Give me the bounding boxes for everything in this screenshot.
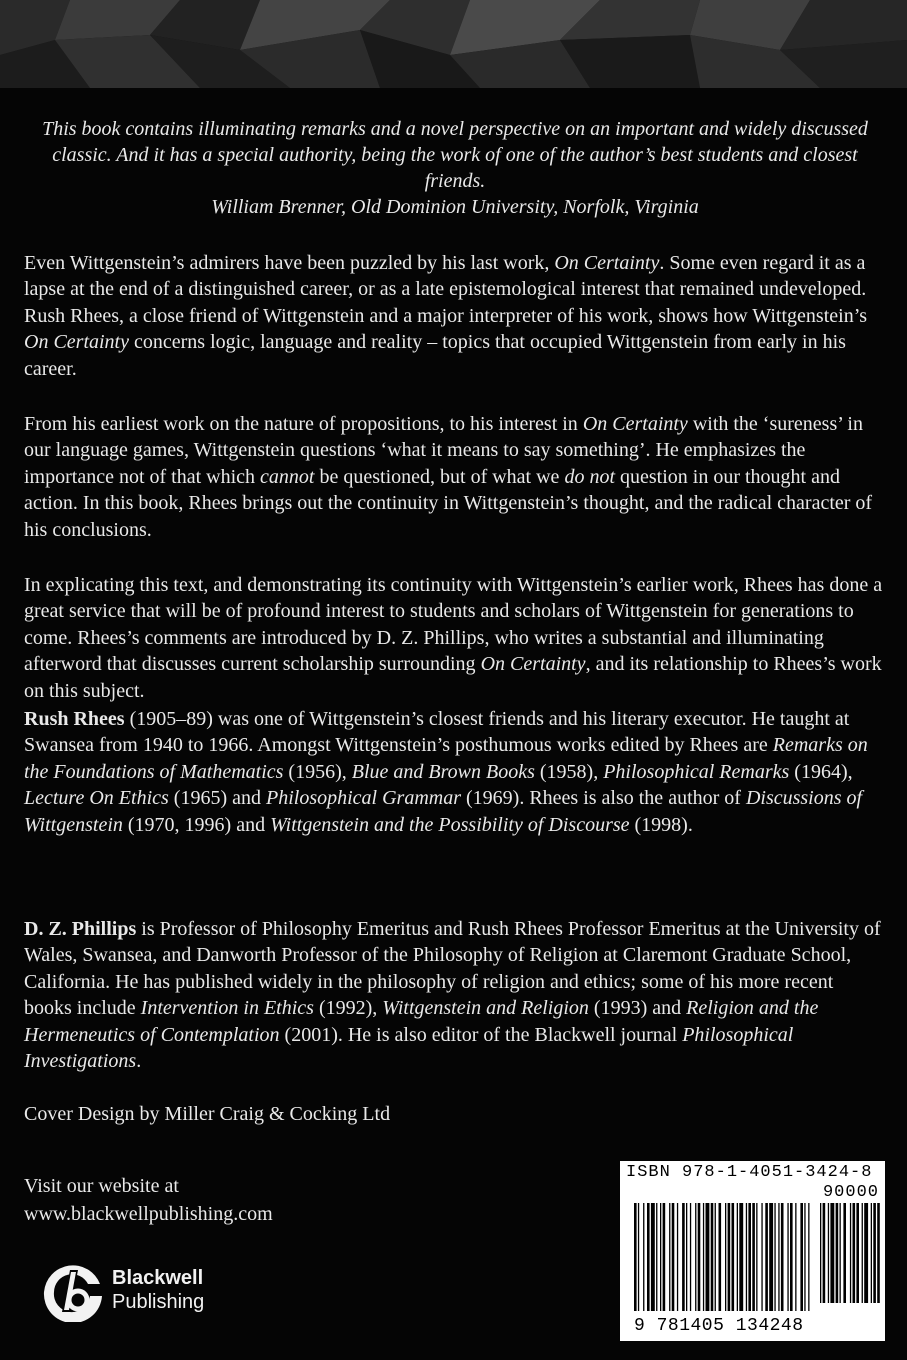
- price-addon: 90000: [822, 1183, 879, 1202]
- barcode-bar: [739, 1203, 743, 1311]
- barcode-bars: [620, 1203, 885, 1321]
- barcode-bar: [787, 1203, 788, 1311]
- isbn-barcode: [620, 1161, 885, 1341]
- barcode-bar: [800, 1203, 803, 1311]
- addon-bar: [843, 1203, 846, 1303]
- addon-bar: [871, 1203, 872, 1303]
- barcode-bar: [695, 1203, 696, 1311]
- barcode-bar: [795, 1203, 796, 1311]
- barcode-digits: 9 781405 134248: [634, 1316, 804, 1336]
- addon-bar: [823, 1203, 826, 1303]
- barcode-bar: [651, 1203, 655, 1311]
- addon-bar: [853, 1203, 856, 1303]
- barcode-bar: [719, 1203, 722, 1311]
- description-paragraph-3: In explicating this text, and demonstrating its continuity with Wittgenstein’s earlier work, Rhees has done a great service that will be of profound interest to students and scholars of Wittgenstein for generations to come. Rhees’s comments are introduced by D. Z. Phillips, who writes a substantial and illuminating afterword that discusses current scholarship surrounding On Certainty, and its relationship to Rhees’s work on this subject.: [24, 574, 883, 702]
- barcode-bar: [715, 1203, 716, 1311]
- barcode-bar: [746, 1203, 747, 1311]
- barcode-bar: [638, 1203, 639, 1311]
- quote-attribution: William Brenner, Old Dominion University, Norfolk, Virginia: [211, 196, 699, 218]
- barcode-bar: [647, 1203, 650, 1311]
- barcode-bar: [781, 1203, 784, 1311]
- barcode-bar: [748, 1203, 751, 1311]
- website-intro: Visit our website at: [24, 1175, 179, 1197]
- barcode-bar: [774, 1203, 775, 1311]
- barcode-bar: [669, 1203, 670, 1311]
- barcode-bar: [706, 1203, 710, 1311]
- barcode-bar: [634, 1203, 637, 1311]
- description-paragraph-2: From his earliest work on the nature of propositions, to his interest in On Certainty with the ‘sureness’ in our language games, Wittgenstein questions ‘what it means to say something’. He emphasizes the importance not of that which cannot be questioned, but of what we do not question in our thought and action. In this book, Rhees brings out the continuity in Wittgenstein’s thought, and the radical character of his conclusions.: [24, 413, 873, 541]
- barcode-bar: [686, 1203, 687, 1311]
- barcode-bar: [682, 1203, 685, 1311]
- barcode-bar: [737, 1203, 738, 1311]
- barcode-bar: [703, 1203, 704, 1311]
- blackwell-logo-icon: [40, 1262, 106, 1322]
- addon-bar: [840, 1203, 841, 1303]
- description-paragraph-1: Even Wittgenstein’s admirers have been puzzled by his last work, On Certainty. Some even regard it as a lapse at the end of a distinguished career, or as a late epistemological interest that remained undeveloped. Rush Rhees, a close friend of Wittgenstein and a major interpreter of his work, shows how Wittgenstein’s On Certainty concerns logic, language and reality – topics that occupied Wittgenstein from early in his career.: [24, 252, 868, 380]
- barcode-bar: [752, 1203, 755, 1311]
- barcode-bar: [672, 1203, 675, 1311]
- cover-design-credit: Cover Design by Miller Craig & Cocking Ltd: [24, 1103, 391, 1125]
- barcode-bar: [690, 1203, 691, 1311]
- addon-bar: [864, 1203, 868, 1303]
- barcode-bar: [660, 1203, 661, 1311]
- barcode-bar: [808, 1203, 809, 1311]
- quote-text: This book contains illuminating remarks and a novel perspective on an important and widely discussed classic. And it has a special authority, being the work of one of the author’s best students and closest friends.: [42, 118, 868, 192]
- barcode-bar: [711, 1203, 714, 1311]
- barcode-bar: [761, 1203, 762, 1311]
- addon-bar: [828, 1203, 829, 1303]
- texture-graphic: [0, 0, 907, 88]
- addon-bar: [877, 1203, 880, 1303]
- barcode-bar: [778, 1203, 779, 1311]
- barcode-bar: [732, 1203, 735, 1311]
- barcode-bar: [769, 1203, 773, 1311]
- addon-bar: [856, 1203, 859, 1303]
- addon-bar: [820, 1203, 821, 1303]
- addon-bar: [862, 1203, 863, 1303]
- barcode-bar: [698, 1203, 701, 1311]
- addon-bar: [850, 1203, 851, 1303]
- publisher-name: Blackwell Publishing: [112, 1267, 205, 1313]
- website-url[interactable]: www.blackwellpublishing.com: [24, 1203, 273, 1225]
- barcode-bar: [677, 1203, 678, 1311]
- barcode-bar: [725, 1203, 726, 1311]
- barcode-bar: [790, 1203, 793, 1311]
- isbn-number: ISBN 978-1-4051-3424-8: [626, 1163, 873, 1182]
- endorsement-quote: [40, 116, 870, 220]
- author-bio-phillips: D. Z. Phillips is Professor of Philosophy Emeritus and Rush Rhees Professor Emeritus at the University of Wales, Swansea, and Danworth Professor of the Philosophy of Religion at Claremont Graduate School, California. He has published widely in the philosophy of religion and ethics; some of his more recent books include Intervention in Ethics (1992), Wittgenstein and Religion (1993) and Religion and the Hermeneutics of Contemplation (2001). He is also editor of the Blackwell journal Philosophical Investigations.: [24, 918, 881, 1073]
- barcode-bar: [663, 1203, 666, 1311]
- barcode-bar: [756, 1203, 757, 1311]
- addon-bar: [836, 1203, 839, 1303]
- barcode-bar: [728, 1203, 731, 1311]
- barcode-bar: [765, 1203, 768, 1311]
- cover-texture: [0, 0, 907, 88]
- website-block: [24, 1172, 273, 1228]
- barcode-bar: [656, 1203, 657, 1311]
- addon-bar: [830, 1203, 834, 1303]
- publisher-logo: [40, 1262, 230, 1322]
- barcode-bar: [643, 1203, 644, 1311]
- author-bio-rhees: Rush Rhees (1905–89) was one of Wittgenstein’s closest friends and his literary executor. He taught at Swansea from 1940 to 1966. Amongst Wittgenstein’s posthumous works edited by Rhees are Remarks on the Foundations of Mathematics (1956), Blue and Brown Books (1958), Philosophical Remarks (1964), Lecture On Ethics (1965) and Philosophical Grammar (1969). Rhees is also the author of Discussions of Wittgenstein (1970, 1996) and Wittgenstein and the Possibility of Discourse (1998).: [24, 708, 868, 836]
- barcode-bar: [804, 1203, 805, 1311]
- addon-bar: [873, 1203, 876, 1303]
